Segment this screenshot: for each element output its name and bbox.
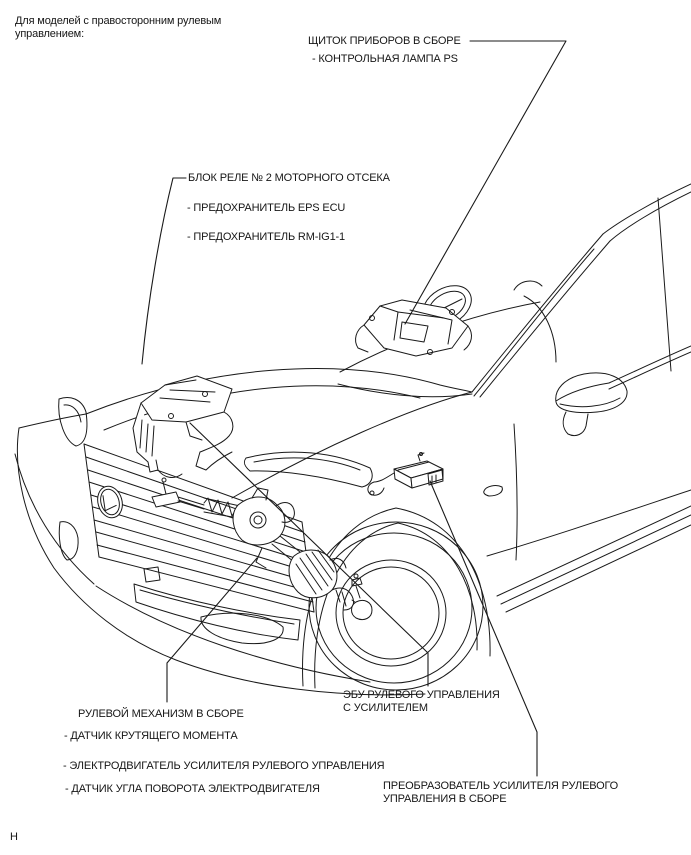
- page-footer-letter: Н: [10, 831, 18, 843]
- leader-converter: [430, 481, 537, 776]
- leader-instrument-cluster: [405, 41, 566, 324]
- label-steering-gear-item-1: - ДАТЧИК КРУТЯЩЕГО МОМЕНТА: [64, 730, 238, 742]
- front-wheel: [303, 508, 491, 690]
- label-relay-block-item-2: - ПРЕДОХРАНИТЕЛЬ RM-IG1-1: [187, 231, 346, 243]
- label-converter: [383, 780, 618, 806]
- label-steering-gear-item-2: - ЭЛЕКТРОДВИГАТЕЛЬ УСИЛИТЕЛЯ РУЛЕВОГО УПРАВЛЕНИЯ: [63, 760, 385, 772]
- side-mirror: [556, 373, 627, 436]
- leader-relay-block: [142, 178, 186, 364]
- label-converter-line2: УПРАВЛЕНИЯ В СБОРЕ: [383, 793, 507, 805]
- ecu-box-drawing: [368, 453, 443, 496]
- label-ecu: [343, 689, 500, 715]
- car-body-outline: [15, 184, 691, 695]
- label-ecu-line1: ЭБУ РУЛЕВОГО УПРАВЛЕНИЯ: [343, 689, 500, 701]
- label-steering-gear-item-3: - ДАТЧИК УГЛА ПОВОРОТА ЭЛЕКТРОДВИГАТЕЛЯ: [65, 783, 320, 795]
- label-instrument-cluster-item: - КОНТРОЛЬНАЯ ЛАМПА PS: [312, 53, 458, 65]
- label-instrument-cluster-title: ЩИТОК ПРИБОРОВ В СБОРЕ: [308, 35, 461, 47]
- label-ecu-line2: С УСИЛИТЕЛЕМ: [343, 702, 428, 714]
- label-steering-gear-title: РУЛЕВОЙ МЕХАНИЗМ В СБОРЕ: [78, 708, 244, 720]
- label-converter-line1: ПРЕОБРАЗОВАТЕЛЬ УСИЛИТЕЛЯ РУЛЕВОГО: [383, 780, 619, 792]
- label-relay-block-item-1: - ПРЕДОХРАНИТЕЛЬ EPS ECU: [187, 202, 346, 214]
- relay-block-drawing: [133, 376, 233, 477]
- label-relay-block-title: БЛОК РЕЛЕ № 2 МОТОРНОГО ОТСЕКА: [188, 172, 390, 184]
- intro-note: Для моделей с правосторонним рулевым управлением:: [15, 15, 222, 40]
